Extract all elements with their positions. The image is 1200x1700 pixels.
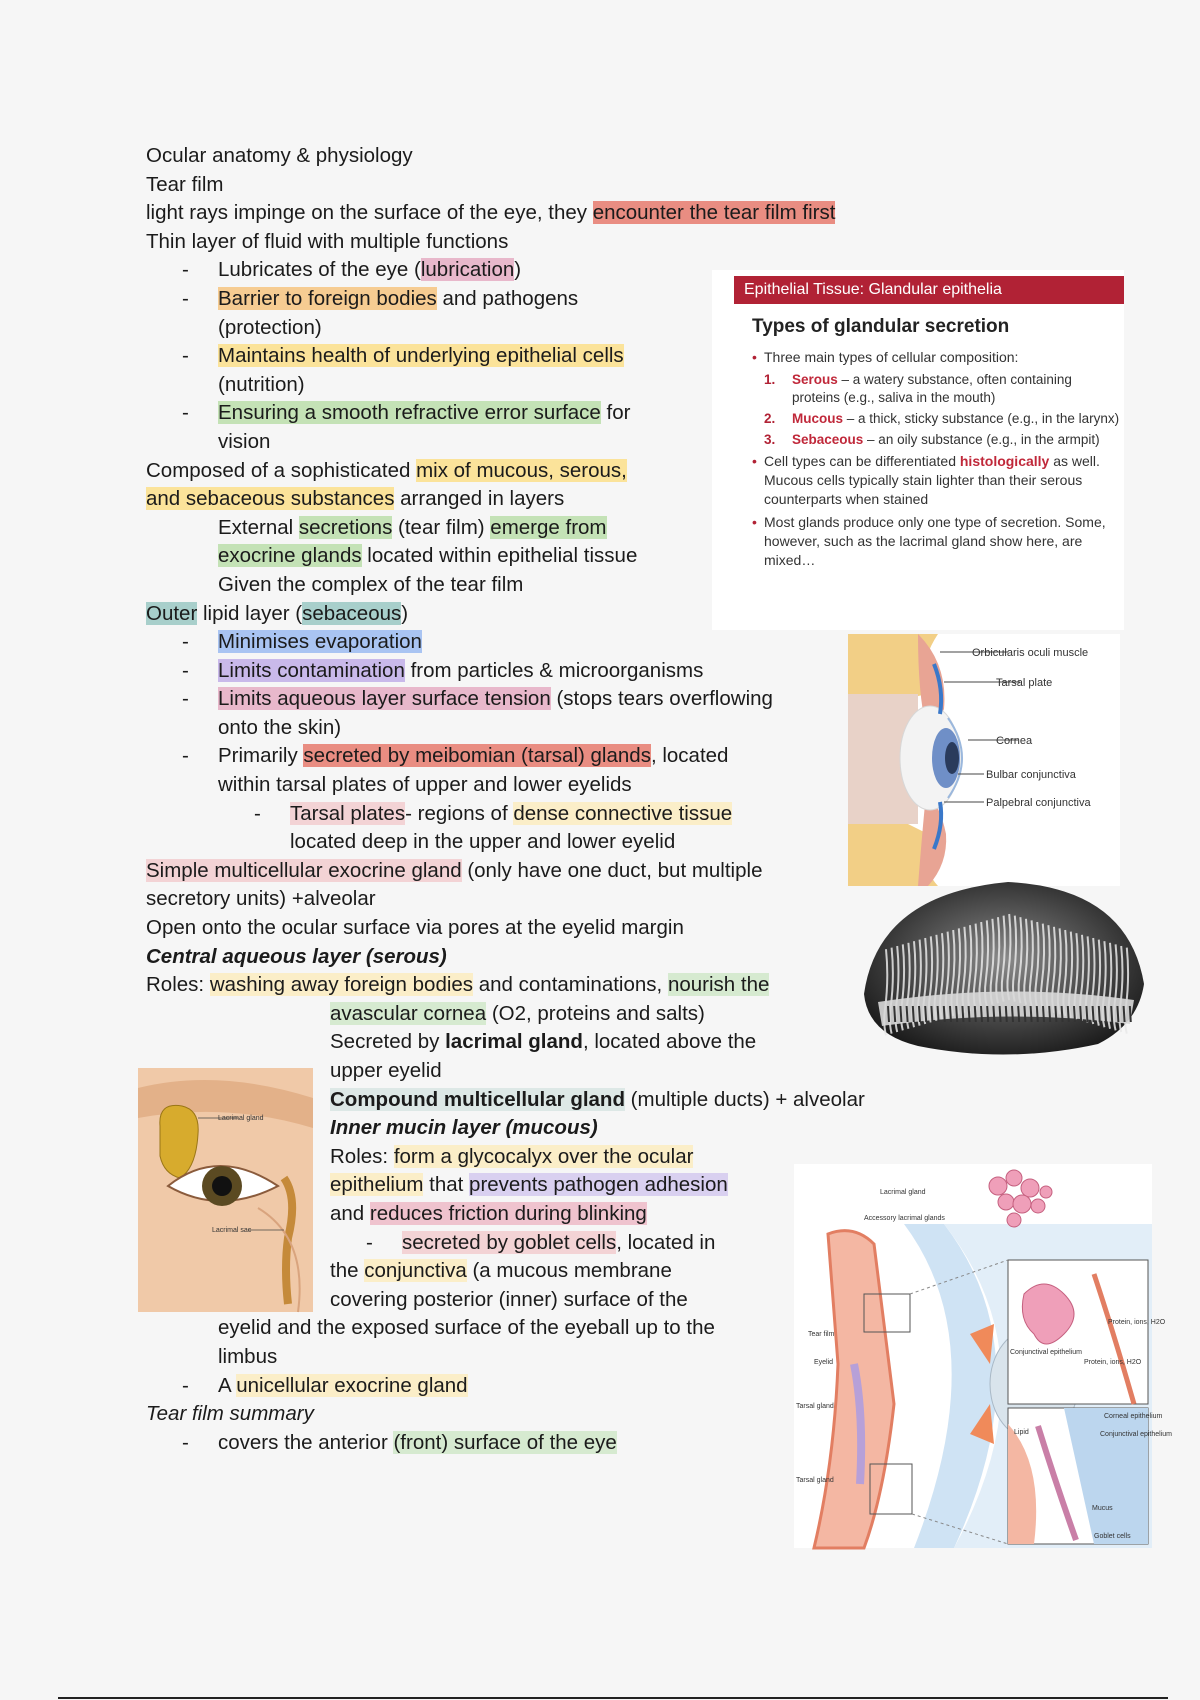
gland-lobule: [1040, 1186, 1052, 1198]
margin-pore: [1031, 1006, 1032, 1022]
note-line: [146, 1000, 826, 1029]
label-orbicularis: Orbicularis oculi muscle: [972, 647, 1089, 659]
label-tarsal-gland-upper: Tarsal gland: [796, 1403, 834, 1410]
highlight: conjunctiva: [364, 1259, 467, 1283]
label-mucus: Mucus: [1092, 1505, 1113, 1512]
heading-ocular: Ocular anatomy & physiology: [146, 144, 413, 167]
item-number: 2.: [764, 411, 776, 426]
bullet-item: [146, 628, 826, 657]
text: and pathogens: [436, 286, 579, 310]
label-lacrimal-gland: Lacrimal gland: [880, 1189, 926, 1196]
highlight: avascular cornea: [330, 1001, 487, 1025]
note-line: vision: [218, 429, 271, 453]
note-line: covering posterior (inner) surface of the: [330, 1287, 688, 1311]
note-line: (protection): [218, 315, 322, 339]
text: and contaminations,: [473, 973, 668, 997]
note-line: [146, 971, 826, 1000]
margin-pore: [1024, 1006, 1025, 1022]
slide-bullet: • Three main types of cellular composition:: [750, 348, 1122, 367]
highlight: secretions: [298, 515, 393, 539]
label-lacrimal-sac: Lacrimal sac: [212, 1227, 252, 1234]
note-line: secretory units) +alveolar: [146, 887, 376, 911]
highlight: Maintains health of underlying epithelial cells: [218, 344, 624, 368]
note-line: Given the complex of the tear film: [218, 572, 524, 596]
margin-pore: [1000, 1006, 1001, 1022]
label-cornea: Cornea: [996, 735, 1033, 747]
margin-pore: [987, 1006, 988, 1022]
highlight: secreted by goblet cells: [402, 1230, 617, 1254]
text: ): [401, 601, 409, 625]
highlight: epithelium: [330, 1173, 424, 1197]
highlight: dense connective tissue: [513, 801, 733, 825]
margin-pore: [944, 1006, 945, 1022]
text: (a mucous membrane: [466, 1259, 672, 1283]
item-number: 1.: [764, 372, 776, 387]
slide-numbered-item: [750, 371, 1122, 407]
text: (multiple ducts) + alveolar: [624, 1087, 865, 1111]
eye-pupil: [212, 1176, 232, 1196]
margin-pore: [1018, 1006, 1019, 1022]
margin-pore: [1105, 1006, 1106, 1022]
text: Roles:: [330, 1144, 394, 1168]
highlight: Ensuring a smooth refractive error surface: [218, 401, 601, 425]
highlight: (front) surface of the eye: [393, 1430, 617, 1454]
text: arranged in layers: [394, 487, 565, 511]
bullet-item: [146, 800, 826, 829]
text: (O2, proteins and salts): [486, 1001, 705, 1025]
note-line: Thin layer of fluid with multiple functions: [146, 229, 509, 253]
slide-bullet: [750, 452, 1122, 509]
highlight: Barrier to foreign bodies: [218, 286, 437, 310]
heading-tear-film: Tear film: [146, 172, 224, 196]
text: as well. Mucous cells typically stain lighter than their serous counterparts when stained: [764, 453, 1100, 507]
gland-lobule: [1013, 1195, 1031, 1213]
label-tarsal-gland-lower: Tarsal gland: [796, 1477, 834, 1484]
margin-pore: [975, 1006, 976, 1022]
label-conjunctival-epithelium: Conjunctival epithelium: [1010, 1349, 1082, 1356]
text: External: [218, 515, 299, 539]
highlight: Simple multicellular exocrine gland: [146, 858, 462, 882]
text: and: [330, 1201, 370, 1225]
eyelid-cross-section-figure: [848, 634, 1120, 886]
bullet-dash: -: [366, 1230, 373, 1254]
pupil: [945, 742, 959, 774]
text: for: [600, 401, 631, 425]
note-line: [146, 857, 826, 886]
gland-lobule: [1031, 1199, 1045, 1213]
margin-pore: [1111, 1006, 1112, 1022]
highlight: form a glycocalyx over the ocular: [393, 1144, 694, 1168]
margin-pore: [1130, 1006, 1131, 1022]
highlight: Outer: [146, 601, 198, 625]
margin-pore: [981, 1006, 982, 1022]
slide-banner: Epithelial Tissue: Glandular epithelia: [734, 276, 1124, 304]
margin-pore: [1080, 1006, 1081, 1022]
glandular-epithelia-slide: [712, 270, 1124, 630]
label-lacrimal-gland: Lacrimal gland: [218, 1115, 264, 1122]
gland-lobule: [1021, 1179, 1039, 1197]
bold-text: lacrimal gland: [445, 1030, 583, 1054]
slide-body: [750, 348, 1122, 574]
text: ): [514, 258, 522, 282]
margin-pore: [1117, 1006, 1118, 1022]
tear-film-diagram: [794, 1164, 1172, 1548]
text: that: [423, 1173, 470, 1197]
text: light rays impinge on the surface of the eye, they: [146, 201, 593, 225]
highlight: sebaceous: [302, 601, 402, 625]
term: Sebaceous: [792, 432, 864, 447]
page-bottom-rule: [58, 1697, 1168, 1699]
highlight: emerge from: [490, 515, 607, 539]
label-tear-film: Tear film: [808, 1331, 835, 1338]
label-protein-ions-1: Protein, ions, H2O: [1108, 1319, 1166, 1326]
term: Serous: [792, 372, 838, 387]
highlight: exocrine glands: [218, 544, 362, 568]
margin-pore: [1068, 1006, 1069, 1022]
highlight: washing away foreign bodies: [209, 973, 474, 997]
item-number: 3.: [764, 432, 776, 447]
note-line: eyelid and the exposed surface of the eyeball up to the: [218, 1316, 715, 1340]
margin-pore: [925, 1006, 926, 1022]
text: (only have one duct, but multiple: [461, 858, 763, 882]
margin-pore: [919, 1006, 920, 1022]
bullet-item: [146, 657, 826, 686]
margin-pore: [888, 1006, 889, 1022]
label-eyelid: Eyelid: [814, 1359, 834, 1366]
term: histologically: [959, 453, 1050, 469]
label-bulbar-conjunctiva: Bulbar conjunctiva: [986, 769, 1076, 781]
text: , located above the: [582, 1030, 757, 1054]
margin-pore: [894, 1006, 895, 1022]
text: Composed of a sophisticated: [146, 458, 417, 482]
meibomian-gland-image: [858, 874, 1148, 1058]
text: Secreted by: [330, 1030, 446, 1054]
text: (tear film): [392, 515, 491, 539]
margin-pore: [1074, 1006, 1075, 1022]
note-line: Open onto the ocular surface via pores at the eyelid margin: [146, 916, 684, 940]
term: Mucous: [792, 411, 844, 426]
subheading-aqueous: Central aqueous layer (serous): [146, 944, 447, 968]
subheading-mucin: Inner mucin layer (mucous): [330, 1116, 598, 1140]
margin-pore: [1043, 1006, 1044, 1022]
highlight: nourish the: [667, 973, 770, 997]
margin-pore: [950, 1006, 951, 1022]
label-conjunctival-epithelium-2: Conjunctival epithelium: [1100, 1431, 1172, 1438]
highlight: prevents pathogen adhesion: [469, 1173, 728, 1197]
note-line: (nutrition): [218, 372, 305, 396]
bullet-item: [146, 742, 826, 771]
note-line: [146, 1028, 826, 1057]
slide-numbered-item: [750, 431, 1122, 449]
text: from particles & microorganisms: [404, 658, 704, 682]
margin-pore: [938, 1006, 939, 1022]
note-line: onto the skin): [218, 715, 342, 739]
margin-pore: [931, 1006, 932, 1022]
text: , located in: [616, 1230, 716, 1254]
note-line: [146, 199, 836, 228]
bullet-item: [146, 1372, 826, 1401]
margin-pore: [1093, 1006, 1094, 1022]
margin-pore: [1099, 1006, 1100, 1022]
margin-pore: [1049, 1006, 1050, 1022]
note-line: upper eyelid: [330, 1059, 442, 1082]
margin-pore: [1124, 1006, 1125, 1022]
label-goblet-cells: Goblet cells: [1094, 1533, 1131, 1540]
margin-pore: [993, 1006, 994, 1022]
highlight: reduces friction during blinking: [369, 1201, 647, 1225]
highlight: secreted by meibomian (tarsal) glands: [303, 744, 651, 768]
subheading-summary: Tear film summary: [146, 1402, 314, 1426]
slide-numbered-item: [750, 410, 1122, 428]
text: located within epithelial tissue: [361, 544, 638, 568]
text: covers the anterior: [218, 1430, 394, 1454]
gland-lobule: [1007, 1213, 1021, 1227]
highlight: encounter the tear film first: [592, 201, 836, 225]
margin-pore: [1086, 1006, 1087, 1022]
lacrimal-gland-figure: [138, 1068, 313, 1312]
text: Lubricates of the eye (: [218, 258, 421, 282]
bullet-item: [146, 1429, 826, 1458]
label-lipid: Lipid: [1014, 1429, 1029, 1436]
highlight: mix of mucous, serous,: [416, 458, 627, 482]
highlight: Minimises evaporation: [218, 630, 422, 654]
margin-pore: [1062, 1006, 1063, 1022]
highlight: Limits aqueous layer surface tension: [218, 687, 551, 711]
gland-lobule: [989, 1177, 1007, 1195]
highlight: unicellular exocrine gland: [236, 1373, 468, 1397]
note-line: located deep in the upper and lower eyelid: [290, 830, 676, 854]
text: Primarily: [218, 744, 304, 768]
highlight: lubrication: [420, 258, 515, 282]
margin-pore: [969, 1006, 970, 1022]
note-line: within tarsal plates of upper and lower eyelids: [218, 773, 632, 797]
margin-pore: [907, 1006, 908, 1022]
margin-pore: [962, 1006, 963, 1022]
margin-pore: [913, 1006, 914, 1022]
text: , located: [650, 744, 729, 768]
text: Cell types can be differentiated: [764, 453, 960, 469]
margin-pore: [1006, 1006, 1007, 1022]
highlight: and sebaceous substances: [146, 487, 395, 511]
highlight: Tarsal plates: [290, 801, 406, 825]
text: A: [218, 1373, 237, 1397]
gland-lobule: [1006, 1170, 1022, 1186]
margin-pore: [1037, 1006, 1038, 1022]
description: – an oily substance (e.g., in the armpit): [863, 432, 1100, 447]
text: the: [330, 1259, 365, 1283]
label-protein-ions-2: Protein, ions, H2O: [1084, 1359, 1142, 1366]
bullet-item: [146, 685, 826, 714]
label-tarsal-plate: Tarsal plate: [996, 677, 1053, 689]
margin-pore: [1055, 1006, 1056, 1022]
description: – a watery substance, often containing proteins (e.g., saliva in the mouth): [792, 372, 1072, 405]
highlight: Compound multicellular gland: [330, 1087, 625, 1111]
description: – a thick, sticky substance (e.g., in the larynx): [843, 411, 1120, 426]
label-accessory-glands: Accessory lacrimal glands: [864, 1215, 945, 1222]
margin-pore: [900, 1006, 901, 1022]
margin-pore: [1012, 1006, 1013, 1022]
text: (stops tears overflowing: [550, 687, 773, 711]
slide-title: Types of glandular secretion: [752, 316, 1010, 337]
gland-lobule: [998, 1194, 1014, 1210]
text: Roles:: [146, 973, 210, 997]
highlight: Limits contamination: [218, 658, 405, 682]
text: lipid layer (: [197, 601, 303, 625]
margin-pore: [956, 1006, 957, 1022]
note-line: limbus: [218, 1344, 278, 1368]
label-palpebral-conjunctiva: Palpebral conjunctiva: [986, 797, 1091, 809]
text: - regions of: [405, 801, 514, 825]
label-corneal-epithelium: Corneal epithelium: [1104, 1413, 1163, 1420]
slide-bullet: • Most glands produce only one type of secretion. Some, however, such as the lacrimal gland show here, are mixed…: [750, 513, 1122, 570]
